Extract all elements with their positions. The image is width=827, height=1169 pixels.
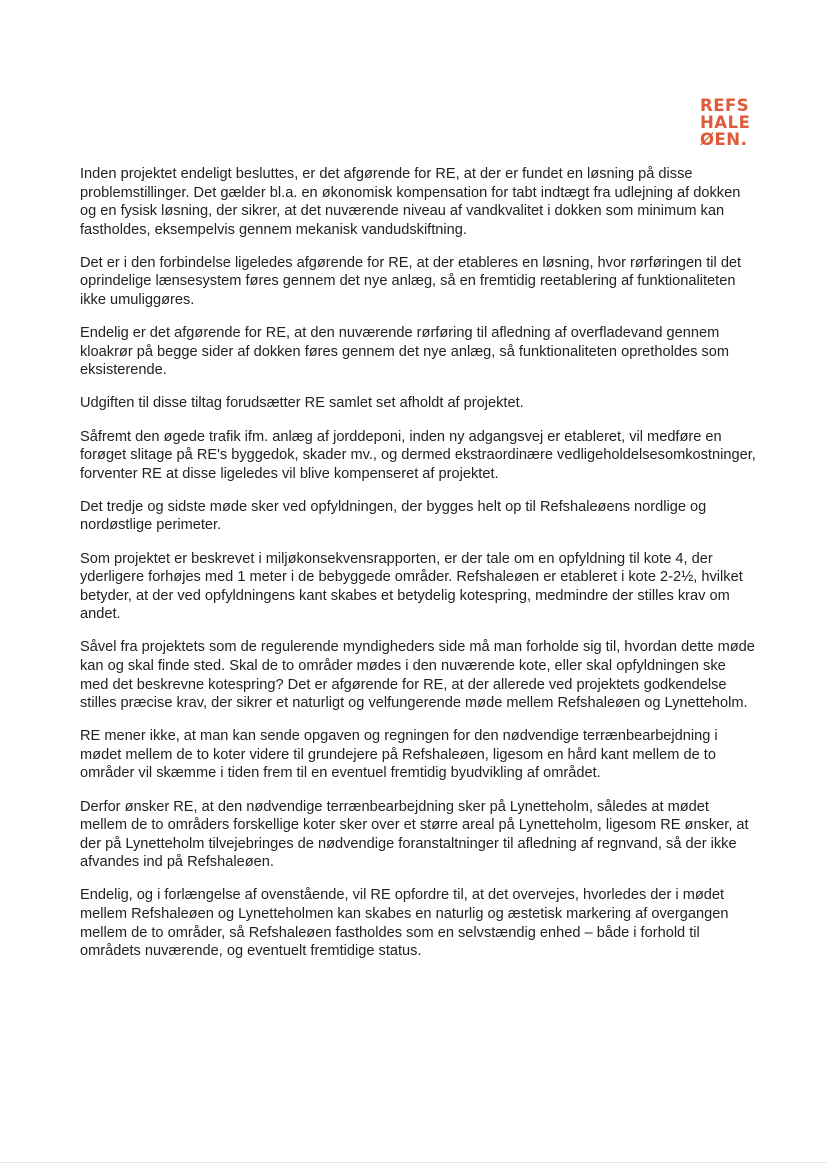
letter-body [80,165,756,975]
paragraph: Såvel fra projektets som de regulerende myndigheders side må man forholde sig til, hvordan dette møde kan og skal finde sted. Skal de to områder mødes i den nuværende kote, eller skal opfyldningen ske med det beskrevne kotespring? Det er afgørende for RE, at der allerede ved projektets godkendelse stilles præcise krav, der sikrer et naturligt og velfungerende møde mellem Refshaleøen og Lynetteholm. [80,639,755,712]
logo-line-2: HALE [700,113,751,132]
paragraph: Endelig, og i forlængelse af ovenstående, vil RE opfordre til, at det overvejes, hvorledes der i mødet mellem Refshaleøen og Lynetteholmen kan skabes en naturlig og æstetisk markering af overgangen mellem de to områder, så Refshaleøen fastholdes som en selvstændig enhed – både i forhold til områdets nuværende, og eventuelt fremtidige status. [80,887,729,960]
paragraph: Det er i den forbindelse ligeledes afgørende for RE, at der etableres en løsning, hvor rørføringen til det oprindelige lænsesystem føres gennem det nye anlæg, så en fremtidig reetablering af funktionaliteten ikke umuliggøres. [80,254,742,309]
paragraph: Såfremt den øgede trafik ifm. anlæg af jorddeponi, inden ny adgangsvej er etableret, vil medføre en forøget slitage på RE's byggedok, skader mv., og dermed ekstraordinære vedligeholdelsesomkostninger, forventer RE at disse ligeledes vil blive kompenseret af projektet. [80,428,756,482]
logo-line-1: REFS [700,96,750,115]
paragraph: Det tredje og sidste møde sker ved opfyldningen, der bygges helt op til Refshaleøens nordlige og nordøstlige perimeter. [80,498,707,534]
logo-line-3: ØEN. [700,130,748,149]
paragraph: Endelig er det afgørende for RE, at den nuværende rørføring til afledning af overfladevand gennem kloakrør på begge sider af dokken føres gennem det nye anlæg, så funktionaliteten opretholdes som eksisterende. [80,325,729,379]
scan-edge-line [0,1162,827,1163]
paragraph: Inden projektet endeligt besluttes, er det afgørende for RE, at der er fundet en løsning på disse problemstillinger. Det gælder bl.a. en økonomisk kompensation for tabt indtægt fra udlejning af dokken og en fysisk løsning, der sikrer, at det nuværende niveau af vandkvalitet i dokken som minimum kan fastholdes, eksempelvis gennem mekanisk vandudskiftning. [80,166,741,238]
paragraph: Udgiften til disse tiltag forudsætter RE samlet set afholdt af projektet. [80,395,524,412]
paragraph: RE mener ikke, at man kan sende opgaven og regningen for den nødvendige terrænbearbejdning i mødet mellem de to koter videre til grundejere på Refshaleøen, ligesom en hård kant mellem de to områder vil skæmme i tiden frem til en eventuel fremtidig byudvikling af området. [80,728,718,782]
paragraph: Som projektet er beskrevet i miljøkonsekvensrapporten, er der tale om en opfyldning til kote 4, der yderligere forhøjes med 1 meter i de bebyggede områder. Refshaleøen er etableret i kote 2-2½, hvilket betyder, at der ved opfyldningens kant skabes et betydelig kotespring, medmindre der stilles krav om andet. [80,550,743,623]
paragraph: Derfor ønsker RE, at den nødvendige terrænbearbejdning sker på Lynetteholm, således at mødet mellem de to områders forskellige koter sker over et større areal på Lynetteholm, ligesom RE ønsker, at der på Lynetteholm tilvejebringes de nødvendige foranstaltninger til afledning af regnvand, så der ikke afvandes ind på Refshaleøen. [80,798,749,871]
refshaleoen-logo [700,97,752,148]
